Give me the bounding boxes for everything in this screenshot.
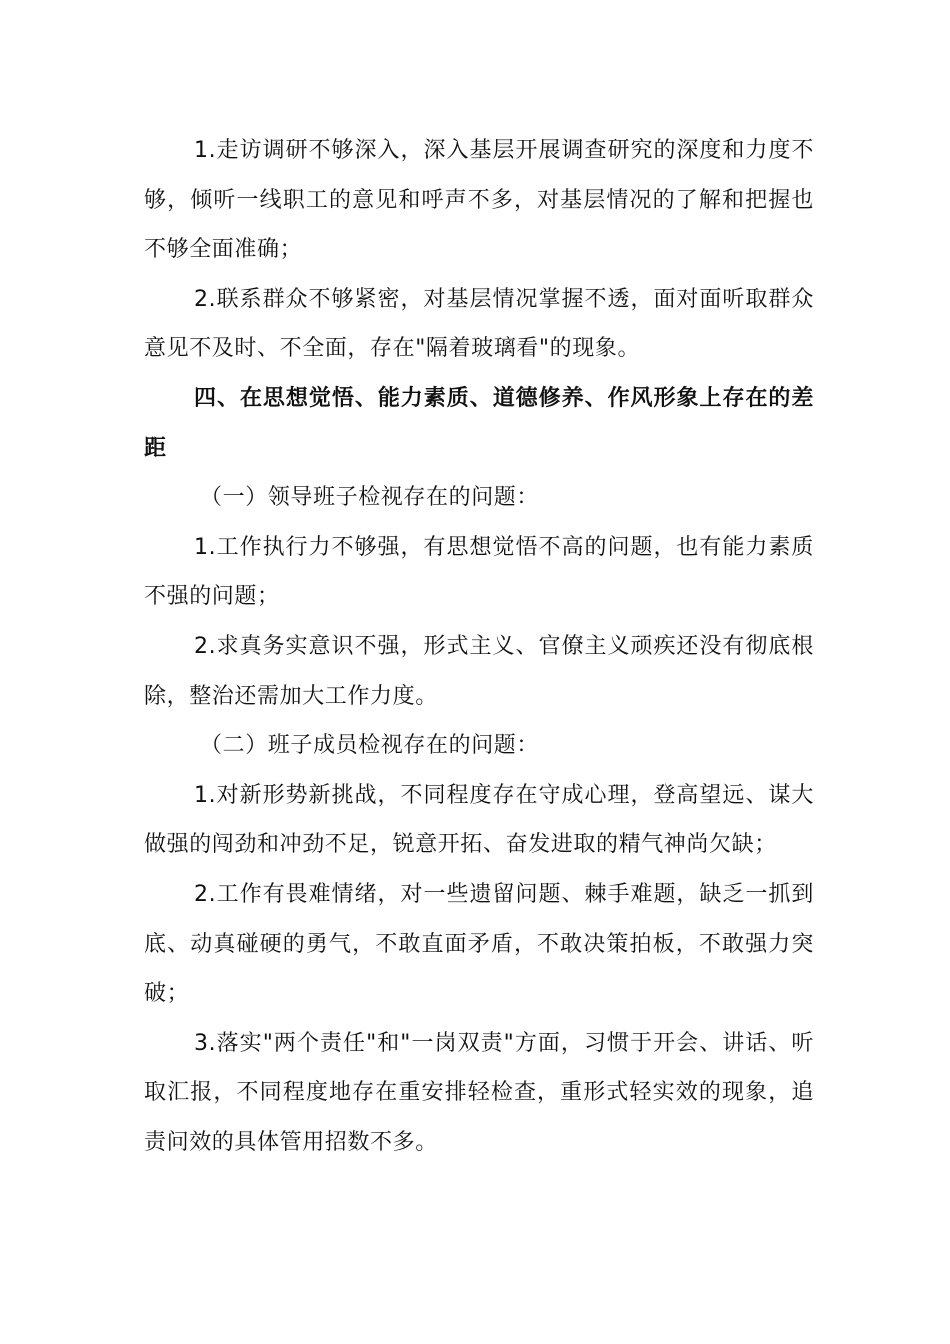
- paragraph-execution: 1.工作执行力不够强，有思想觉悟不高的问题，也有能力素质不强的问题；: [144, 534, 814, 610]
- paragraph-two-responsibilities: 3.落实"两个责任"和"一岗双责"方面，习惯于开会、讲话、听取汇报，不同程度地存在重安排轻检查，重形式轻实效的现象，追责问效的具体管用招数不多。: [144, 1030, 814, 1155]
- subheading-leadership-issues: （一）领导班子检视存在的问题：: [200, 485, 540, 511]
- paragraph-new-situation: 1.对新形势新挑战，不同程度存在守成心理，登高望远、谋大做强的闯劲和冲劲不足，锐意开拓、奋发进取的精气神尚欠缺；: [144, 782, 814, 858]
- document-body: [144, 126, 814, 1167]
- paragraph-fear-difficulty: 2.工作有畏难情绪，对一些遗留问题、棘手难题，缺乏一抓到底、动真碰硬的勇气，不敢直面矛盾，不敢决策拍板，不敢强力突破；: [144, 881, 814, 1007]
- paragraph-pragmatism: 2.求真务实意识不强，形式主义、官僚主义顽疾还没有彻底根除，整治还需加大工作力度。: [144, 633, 814, 709]
- subheading-member-issues: （二）班子成员检视存在的问题：: [200, 733, 540, 759]
- paragraph-visit-research: 1.走访调研不够深入，深入基层开展调查研究的深度和力度不够，倾听一线职工的意见和呼声不多，对基层情况的了解和把握也不够全面准确；: [144, 138, 814, 263]
- section-heading-four: 四、在思想觉悟、能力素质、道德修养、作风形象上存在的差距: [144, 385, 814, 461]
- paragraph-contact-masses: 2.联系群众不够紧密，对基层情况掌握不透，面对面听取群众意见不及时、不全面，存在"隔着玻璃看"的现象。: [144, 286, 814, 362]
